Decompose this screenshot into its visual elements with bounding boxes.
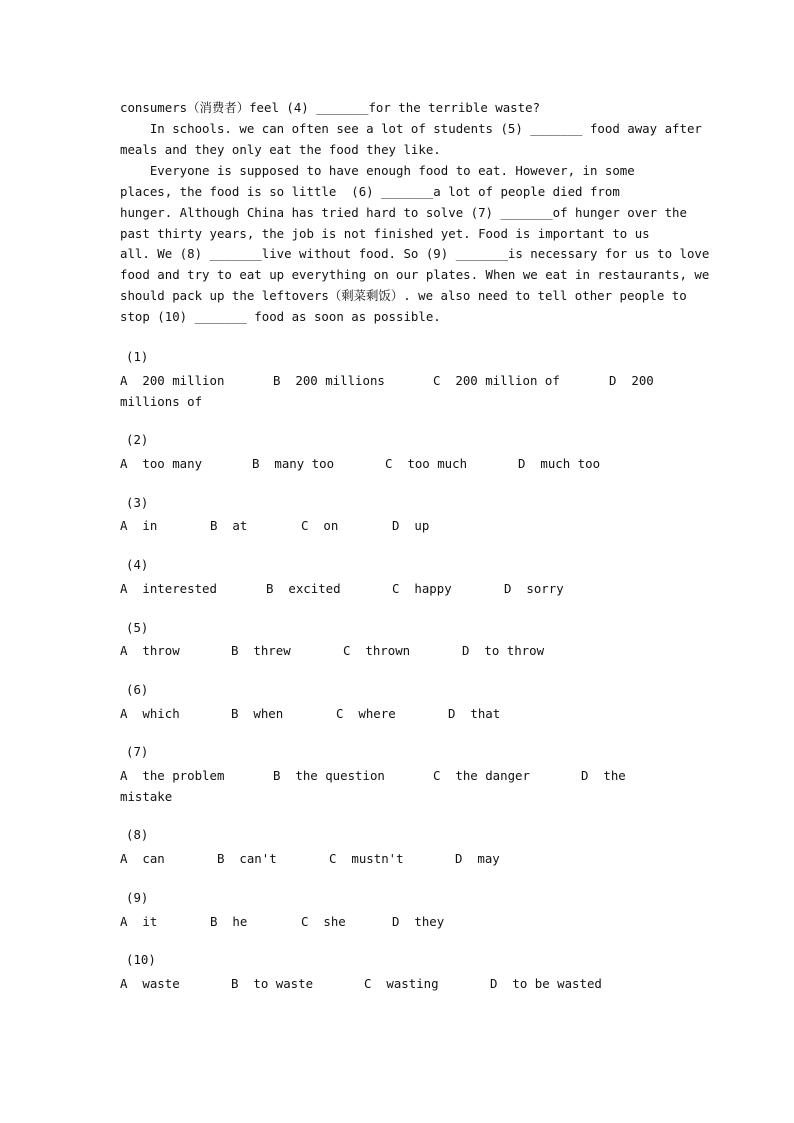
question-number: (6) <box>126 682 149 697</box>
question-number: (4) <box>126 557 149 572</box>
passage-line: Everyone is supposed to have enough food to eat. However, in some <box>120 163 635 178</box>
option-a[interactable]: A which <box>120 706 180 721</box>
option-b[interactable]: B at <box>210 518 248 533</box>
question-number: (10) <box>126 952 156 967</box>
question-number: (5) <box>126 620 149 635</box>
option-b[interactable]: B when <box>231 706 284 721</box>
option-c[interactable]: C where <box>336 706 396 721</box>
question-options <box>120 768 680 784</box>
option-a[interactable]: A 200 million <box>120 373 225 388</box>
option-d[interactable]: D they <box>392 914 445 929</box>
passage-line: past thirty years, the job is not finished yet. Food is important to us <box>120 226 650 241</box>
question-options <box>120 518 680 534</box>
option-d[interactable]: D to throw <box>462 643 545 658</box>
option-d[interactable]: D the <box>581 768 626 783</box>
question-options <box>120 706 680 722</box>
option-a[interactable]: A throw <box>120 643 180 658</box>
option-b[interactable]: B many too <box>252 456 335 471</box>
option-d-continued: mistake <box>120 789 173 804</box>
option-b[interactable]: B the question <box>273 768 385 783</box>
question-number: (1) <box>126 349 149 364</box>
option-d[interactable]: D much too <box>518 456 601 471</box>
question-options <box>120 581 680 597</box>
option-c[interactable]: C happy <box>392 581 452 596</box>
option-d[interactable]: D 200 <box>609 373 654 388</box>
passage-line: places, the food is so little (6) _______a lot of people died from <box>120 184 620 199</box>
option-b[interactable]: B he <box>210 914 248 929</box>
question-number: (7) <box>126 744 149 759</box>
passage-line: hunger. Although China has tried hard to solve (7) _______of hunger over the <box>120 205 687 220</box>
option-d[interactable]: D that <box>448 706 501 721</box>
option-c[interactable]: C thrown <box>343 643 411 658</box>
option-d[interactable]: D up <box>392 518 430 533</box>
option-b[interactable]: B threw <box>231 643 291 658</box>
option-a[interactable]: A the problem <box>120 768 225 783</box>
question-options <box>120 643 680 659</box>
question-options <box>120 914 680 930</box>
option-c[interactable]: C 200 million of <box>433 373 560 388</box>
question-number: (9) <box>126 890 149 905</box>
option-d-continued: millions of <box>120 394 203 409</box>
question-number: (2) <box>126 432 149 447</box>
option-a[interactable]: A too many <box>120 456 203 471</box>
option-b[interactable]: B can't <box>217 851 277 866</box>
option-c[interactable]: C on <box>301 518 339 533</box>
option-c[interactable]: C the danger <box>433 768 530 783</box>
option-d[interactable]: D to be wasted <box>490 976 602 991</box>
passage-line: meals and they only eat the food they like. <box>120 142 441 157</box>
option-c[interactable]: C she <box>301 914 346 929</box>
option-b[interactable]: B 200 millions <box>273 373 385 388</box>
option-a[interactable]: A in <box>120 518 158 533</box>
passage-line: should pack up the leftovers（剩菜剩饭）. we also need to tell other people to <box>120 288 687 303</box>
option-c[interactable]: C wasting <box>364 976 439 991</box>
question-number: (8) <box>126 827 149 842</box>
option-a[interactable]: A waste <box>120 976 180 991</box>
passage-line: all. We (8) _______live without food. So (9) _______is necessary for us to love <box>120 246 710 261</box>
option-a[interactable]: A interested <box>120 581 217 596</box>
option-d[interactable]: D may <box>455 851 500 866</box>
option-c[interactable]: C too much <box>385 456 468 471</box>
passage-line: In schools. we can often see a lot of students (5) _______ food away after <box>120 121 702 136</box>
question-options <box>120 976 680 992</box>
option-b[interactable]: B excited <box>266 581 341 596</box>
option-c[interactable]: C mustn't <box>329 851 404 866</box>
question-number: (3) <box>126 495 149 510</box>
option-b[interactable]: B to waste <box>231 976 314 991</box>
option-a[interactable]: A it <box>120 914 158 929</box>
passage-line: stop (10) _______ food as soon as possible. <box>120 309 441 324</box>
option-d[interactable]: D sorry <box>504 581 564 596</box>
question-options <box>120 851 680 867</box>
option-a[interactable]: A can <box>120 851 165 866</box>
question-options <box>120 456 680 472</box>
question-options <box>120 373 680 389</box>
passage-line: consumers（消费者）feel (4) _______for the terrible waste? <box>120 100 541 115</box>
passage-line: food and try to eat up everything on our plates. When we eat in restaurants, we <box>120 267 710 282</box>
